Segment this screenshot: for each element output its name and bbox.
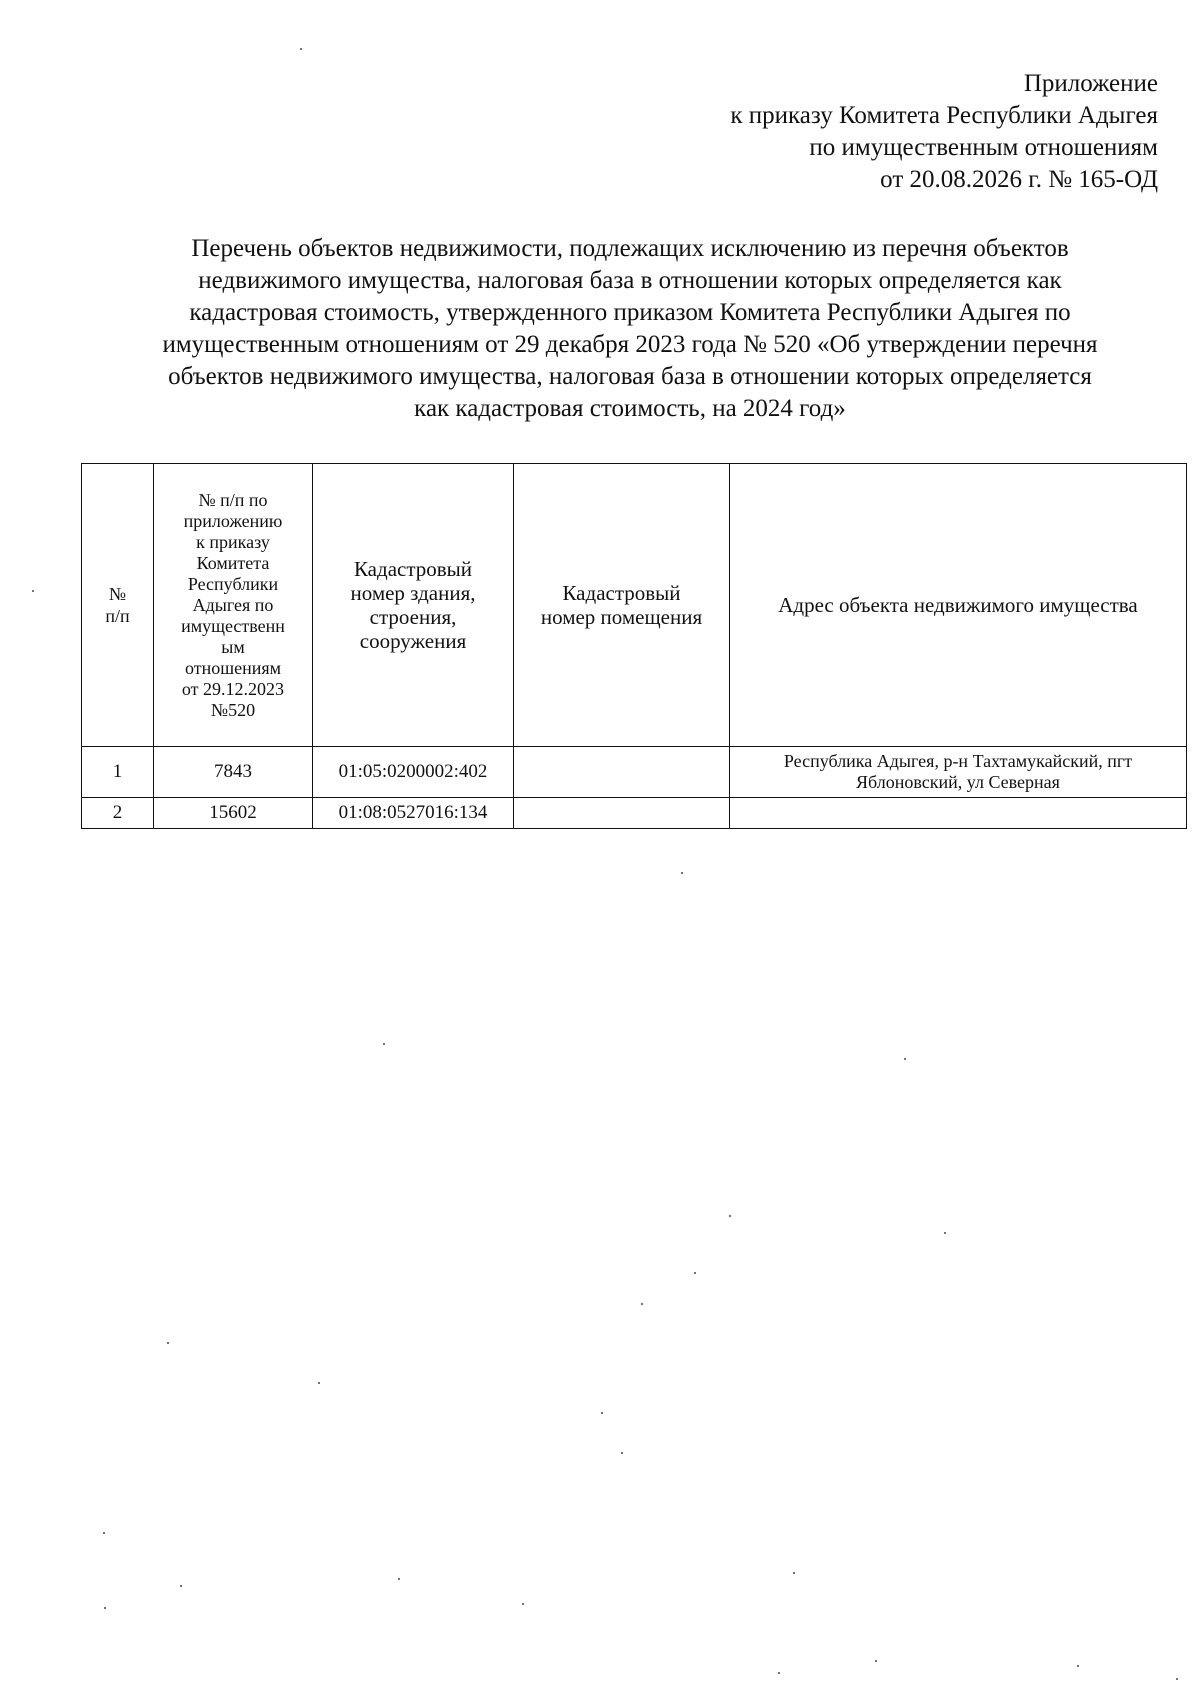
header-text: приложению xyxy=(183,510,283,531)
document-title-line: как кадастровая стоимость, на 2024 год» xyxy=(414,395,846,422)
cell-num: 2 xyxy=(82,798,154,829)
table-header-row xyxy=(82,464,1187,747)
header-text: Кадастровый xyxy=(353,557,473,581)
scan-speck xyxy=(641,1303,643,1305)
header-text: номер здания, xyxy=(350,581,476,605)
scan-speck xyxy=(180,1585,182,1587)
scan-speck xyxy=(522,1603,524,1605)
scan-speck xyxy=(778,1672,780,1674)
header-building-cadastral xyxy=(313,464,514,747)
property-table xyxy=(81,463,1187,829)
scan-speck xyxy=(944,1232,946,1234)
header-address xyxy=(730,464,1187,747)
scan-speck xyxy=(621,1452,623,1454)
scan-speck xyxy=(318,1382,320,1384)
header-text: ым xyxy=(221,636,245,657)
scan-speck xyxy=(681,872,683,874)
scan-speck xyxy=(793,1572,795,1574)
appendix-header-line: к приказу Комитета Республики Адыгея xyxy=(730,102,1158,129)
document-title-line: Перечень объектов недвижимости, подлежащих исключению из перечня объектов xyxy=(191,235,1069,262)
scan-speck xyxy=(300,48,302,50)
address-line: Яблоновский, ул Северная xyxy=(856,772,1060,792)
header-text: № xyxy=(108,584,127,604)
cell-address xyxy=(730,798,1187,829)
cell-num: 1 xyxy=(82,747,154,798)
address-line: Республика Адыгея, р-н Тахтамукайский, пгт xyxy=(783,751,1133,771)
header-ref-number xyxy=(154,464,313,747)
appendix-header-line: Приложение xyxy=(1023,70,1158,97)
scan-speck xyxy=(729,1215,731,1217)
appendix-header-line: от 20.08.2026 г. № 165-ОД xyxy=(880,166,1158,193)
scan-speck xyxy=(383,1043,385,1045)
header-text: № п/п по xyxy=(198,489,268,510)
header-text: отношениям xyxy=(184,657,282,678)
header-text: имущественн xyxy=(181,615,285,636)
scan-speck xyxy=(167,1342,169,1344)
scan-speck xyxy=(904,1058,906,1060)
header-text: строения, xyxy=(369,605,457,629)
header-text: Республики xyxy=(187,573,279,594)
document-title-line: недвижимого имущества, налоговая база в отношении которых определяется как xyxy=(198,267,1062,294)
header-text: п/п xyxy=(105,606,130,626)
document-title-line: объектов недвижимого имущества, налоговая база в отношении которых определяется xyxy=(168,363,1092,390)
header-text: Кадастровый xyxy=(562,581,681,605)
appendix-header xyxy=(518,68,1158,196)
cell-room xyxy=(514,798,730,829)
scan-speck xyxy=(875,1660,877,1662)
scan-speck xyxy=(1176,1678,1178,1680)
document-title xyxy=(80,233,1180,425)
scan-speck xyxy=(1077,1665,1079,1667)
cell-room xyxy=(514,747,730,798)
scan-speck xyxy=(694,1272,696,1274)
header-text: Адрес объекта недвижимого имущества xyxy=(778,593,1138,617)
header-text: №520 xyxy=(210,699,256,720)
header-text: номер помещения xyxy=(540,605,703,629)
document-title-line: имущественным отношениям от 29 декабря 2023 года № 520 «Об утверждении перечня xyxy=(162,331,1098,358)
header-text: сооружения xyxy=(359,629,467,653)
cell-building: 01:08:0527016:134 xyxy=(313,798,514,829)
scan-speck xyxy=(32,590,34,592)
document-title-line: кадастровая стоимость, утвержденного приказом Комитета Республики Адыгея по xyxy=(189,299,1071,326)
table-row xyxy=(82,747,1187,798)
cell-address xyxy=(730,747,1187,798)
scan-speck xyxy=(398,1578,400,1580)
table-row xyxy=(82,798,1187,829)
appendix-header-line: по имущественным отношениям xyxy=(809,134,1158,161)
cell-ref: 15602 xyxy=(154,798,313,829)
header-text: к приказу xyxy=(196,531,270,552)
header-room-cadastral xyxy=(514,464,730,747)
scan-speck xyxy=(104,1607,106,1609)
cell-building: 01:05:0200002:402 xyxy=(313,747,514,798)
scan-speck xyxy=(103,1532,105,1534)
header-text: Адыгея по xyxy=(192,594,274,615)
header-text: от 29.12.2023 xyxy=(181,678,285,699)
header-num xyxy=(82,464,154,747)
scan-speck xyxy=(601,1412,603,1414)
header-text: Комитета xyxy=(196,552,270,573)
cell-ref: 7843 xyxy=(154,747,313,798)
